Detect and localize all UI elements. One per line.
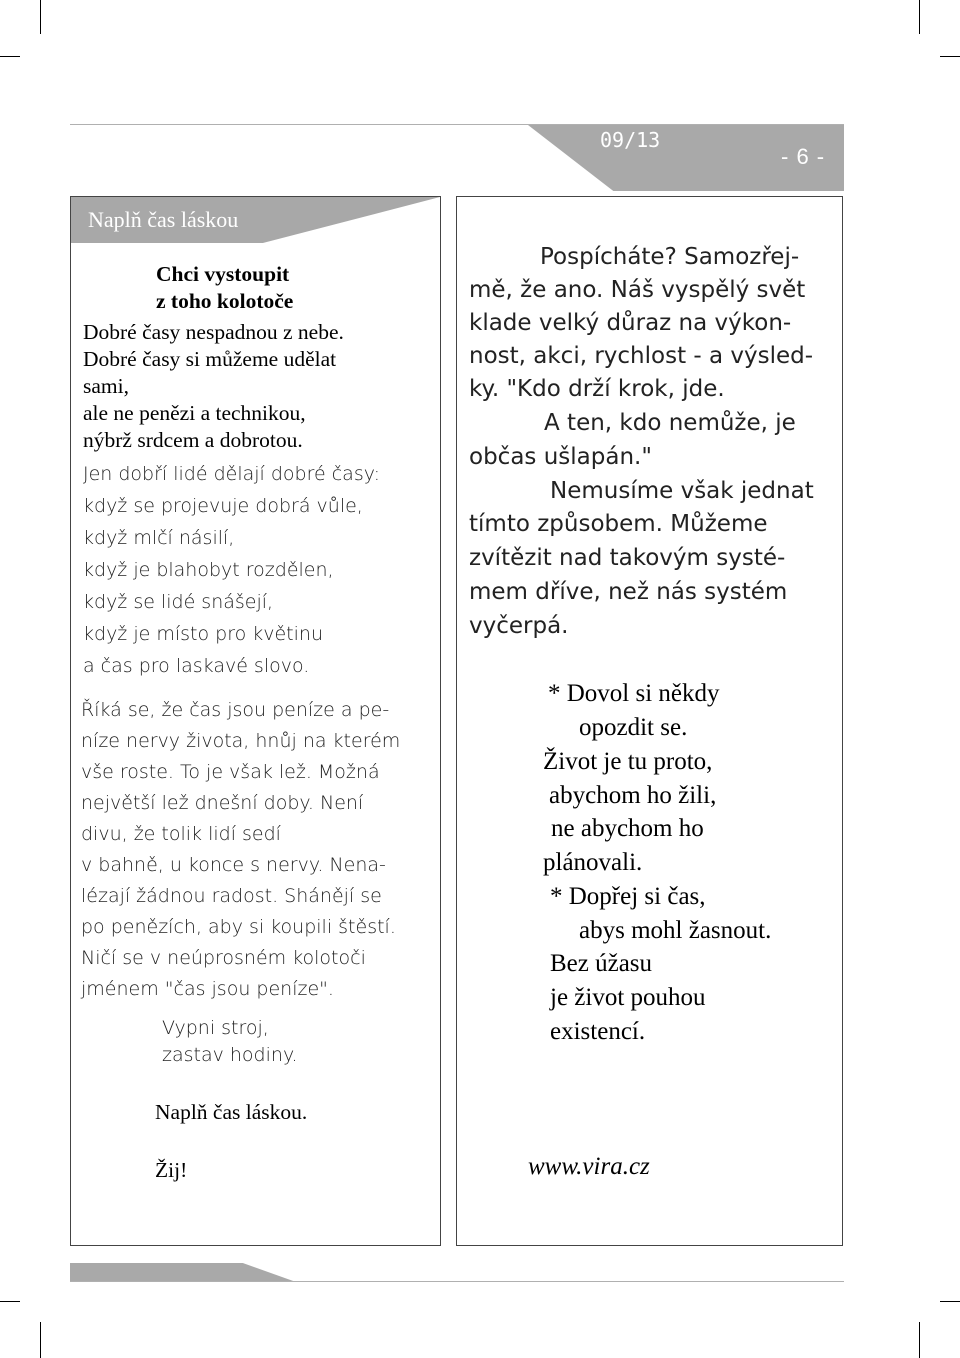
left-column-box (70, 196, 441, 1246)
poem-line: když se lidé snášejí, (83, 591, 274, 613)
intro-line: Dobré časy nespadnou z nebe. (83, 320, 344, 344)
poem-line: abychom ho žili, (549, 782, 717, 809)
poem-title-line: z toho kolotoče (156, 289, 294, 313)
paragraph-line: po penězích, aby si koupili štěstí. (81, 916, 396, 938)
paragraph-line: vyčerpá. (469, 613, 569, 639)
right-column-box (456, 196, 843, 1246)
poem-line: * Dovol si někdy (548, 680, 720, 707)
crop-mark (0, 56, 20, 57)
paragraph-line: ky. "Kdo drží krok, jde. (469, 376, 725, 402)
section-ribbon-label: Naplň čas láskou (88, 207, 239, 232)
paragraph-line: lézají žádnou radost. Shánějí se (81, 885, 382, 907)
crop-mark (940, 1301, 960, 1302)
intro-line: sami, (83, 374, 129, 398)
paragraph-line: klade velký důraz na výkon- (469, 310, 792, 336)
paragraph-line: občas ušlapán." (469, 444, 652, 470)
poem-line: Život je tu proto, (543, 748, 713, 775)
page-number: - 6 - (781, 144, 826, 169)
crop-mark (919, 0, 920, 34)
poem-title-line: Chci vystoupit (156, 262, 290, 286)
poem-line: plánovali. (543, 849, 643, 876)
paragraph-line: A ten, kdo nemůže, je (544, 410, 796, 436)
paragraph-line: jménem "čas jsou peníze". (81, 978, 334, 1000)
closing-line: Vypni stroj, (162, 1017, 269, 1039)
poem-line: když se projevuje dobrá vůle, (83, 495, 363, 517)
paragraph-line: tímto způsobem. Můžeme (469, 511, 768, 537)
website-link[interactable]: www.vira.cz (528, 1153, 650, 1180)
header-rule (70, 124, 844, 125)
crop-mark (40, 0, 41, 34)
paragraph-line: Říká se, že čas jsou peníze a pe- (81, 699, 390, 721)
poem-line: * Dopřej si čas, (550, 883, 706, 910)
poem-line: je život pouhou (550, 984, 706, 1011)
closing-imperative: Žij! (155, 1158, 188, 1182)
paragraph-line: vše roste. To je však lež. Možná (81, 761, 380, 783)
intro-line: nýbrž srdcem a dobrotou. (83, 428, 303, 452)
poem-line: opozdit se. (579, 714, 688, 741)
poem-line: když mlčí násilí, (83, 527, 235, 549)
paragraph-line: nost, akci, rychlost - a výsled- (469, 343, 814, 369)
paragraph-line: Ničí se v neúprosném kolotoči (81, 947, 366, 969)
poem-line: Jen dobří lidé dělají dobré časy: (83, 463, 380, 485)
crop-mark (940, 56, 960, 57)
poem-line: a čas pro laskavé slovo. (83, 655, 310, 677)
paragraph-line: mě, že ano. Náš vyspělý svět (469, 277, 806, 303)
poem-line: Bez úžasu (550, 950, 653, 977)
crop-mark (0, 1301, 20, 1302)
footer-rule (70, 1281, 844, 1282)
closing-line: zastav hodiny. (162, 1044, 298, 1066)
paragraph-line: divu, že tolik lidí sedí (81, 823, 281, 845)
intro-line: ale ne penězi a technikou, (83, 401, 306, 425)
paragraph-line: v bahně, u konce s nervy. Nena- (81, 854, 386, 876)
crop-mark (40, 1322, 41, 1358)
poem-line: ne abychom ho (551, 815, 704, 842)
footer-bar (70, 1263, 430, 1281)
paragraph-line: největší lež dnešní doby. Není (81, 792, 364, 814)
paragraph-line: níze nervy života, hnůj na kterém (81, 730, 401, 752)
paragraph-line: zvítězit nad takovým systé- (469, 545, 786, 571)
closing-phrase: Naplň čas láskou. (155, 1100, 308, 1124)
poem-line: když je blahobyt rozdělen, (83, 559, 334, 581)
paragraph-line: Pospícháte? Samozřej- (540, 244, 800, 270)
poem-line: abys mohl žasnout. (579, 917, 772, 944)
poem-line: když je místo pro květinu (83, 623, 323, 645)
crop-mark (919, 1322, 920, 1358)
intro-line: Dobré časy si můžeme udělat (83, 347, 337, 371)
poem-line: existencí. (550, 1018, 646, 1045)
paragraph-line: mem dříve, než nás systém (469, 579, 788, 605)
issue-date: 09/13 (600, 128, 661, 152)
paragraph-line: Nemusíme však jednat (550, 478, 814, 504)
